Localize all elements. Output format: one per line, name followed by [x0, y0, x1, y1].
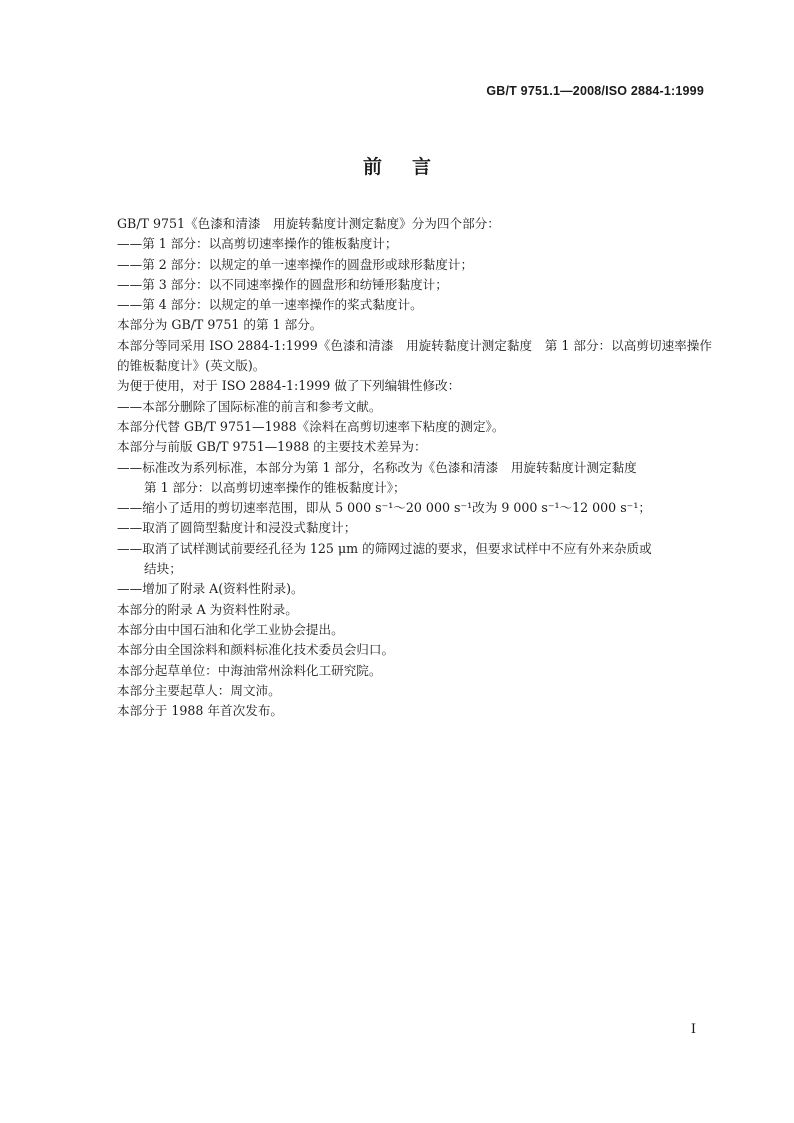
list-item-difference-1a: ——标准改为系列标准，本部分为第 1 部分，名称改为《色漆和清漆 用旋转黏度计测定黏度: [117, 459, 637, 475]
list-item-part3: ——第 3 部分：以不同速率操作的圆盘形和纺锤形黏度计；: [117, 276, 448, 292]
paragraph-centralized-by: 本部分由全国涂料和颜料标准化技术委员会归口。: [117, 642, 395, 658]
paragraph-proposed-by: 本部分由中国石油和化学工业协会提出。: [117, 621, 344, 637]
paragraph-drafting-unit: 本部分起草单位：中海油常州涂料化工研究院。: [117, 662, 382, 678]
list-item-part1: ——第 1 部分：以高剪切速率操作的锥板黏度计；: [117, 236, 398, 252]
paragraph-annex: 本部分的附录 A 为资料性附录。: [117, 601, 298, 617]
list-item-editorial: ——本部分删除了国际标准的前言和参考文献。: [117, 398, 382, 414]
list-item-difference-3: ——取消了圆筒型黏度计和浸没式黏度计；: [117, 520, 357, 536]
list-item-difference-4b: 结块；: [144, 561, 182, 577]
list-item-difference-2: ——缩小了适用的剪切速率范围，即从 5 000 s⁻¹～20 000 s⁻¹改为 9 000 s⁻¹～12 000 s⁻¹；: [117, 500, 651, 516]
paragraph-intro: GB/T 9751《色漆和清漆 用旋转黏度计测定黏度》分为四个部分：: [117, 216, 500, 231]
paragraph-adoption: 本部分等同采用 ISO 2884-1:1999《色漆和清漆 用旋转黏度计测定黏度 第 1 部分：以高剪切速率操作的锥板黏度计》(英文版)。: [117, 337, 712, 374]
page-number: I: [690, 1022, 696, 1037]
list-item-difference-4a: ——取消了试样测试前要经孔径为 125 μm 的筛网过滤的要求，但要求试样中不应有外来杂质或: [117, 540, 652, 556]
paragraph-differences-intro: 本部分与前版 GB/T 9751—1988 的主要技术差异为：: [117, 439, 427, 455]
paragraph-drafters: 本部分主要起草人：周文沛。: [117, 682, 281, 698]
list-item-part4: ——第 4 部分：以规定的单一速率操作的桨式黏度计。: [117, 297, 423, 313]
standard-code-header: GB/T 9751.1—2008/ISO 2884-1:1999: [486, 84, 704, 98]
paragraph-part-statement: 本部分为 GB/T 9751 的第 1 部分。: [117, 317, 323, 333]
paragraph-replaces: 本部分代替 GB/T 9751—1988《涂料在高剪切速率下粘度的测定》。: [117, 418, 505, 434]
list-item-difference-5: ——增加了附录 A(资料性附录)。: [117, 581, 304, 597]
paragraph-editorial-intro: 为便于使用，对于 ISO 2884-1:1999 做了下列编辑性修改：: [117, 378, 461, 394]
foreword-body: [90, 214, 712, 721]
paragraph-first-release: 本部分于 1988 年首次发布。: [117, 703, 283, 719]
page-title: 前言: [362, 156, 461, 178]
list-item-difference-1b: 第 1 部分：以高剪切速率操作的锥板黏度计》；: [144, 479, 406, 495]
list-item-part2: ——第 2 部分：以规定的单一速率操作的圆盘形或球形黏度计；: [117, 256, 474, 272]
